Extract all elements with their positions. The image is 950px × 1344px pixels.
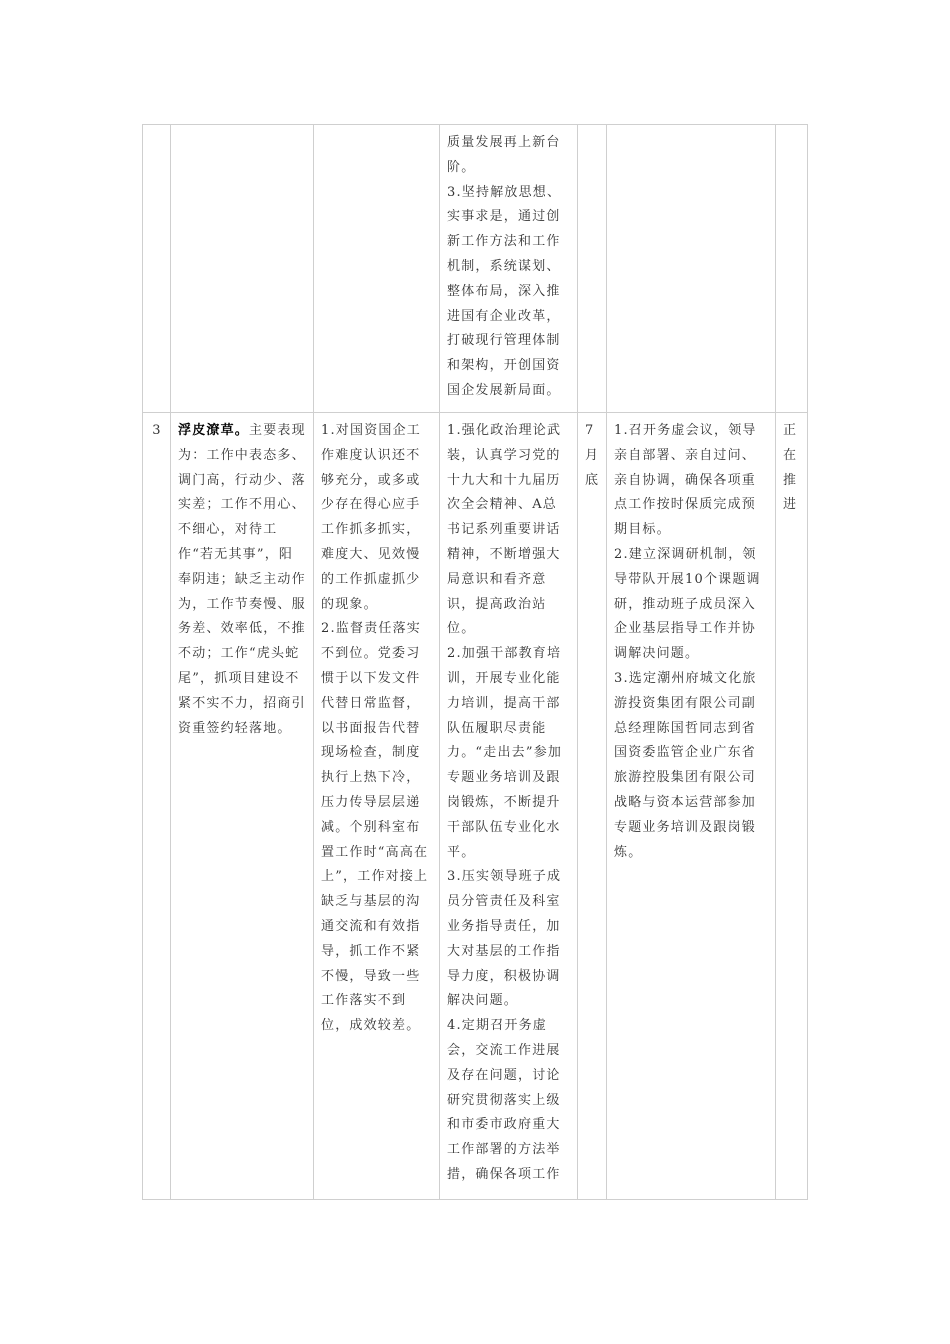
row-number-cell <box>143 413 171 1200</box>
progress-item: 3.选定潮州府城文化旅游投资集团有限公司副总经理陈国哲同志到省国资委监管企业广东省旅游控股集团有限公司战略与资本运营部参加专题业务培训及跟岗锻炼。 <box>614 670 757 860</box>
progress-item: 2.建立深调研机制，领导带队开展10个课题调研，推动班子成员深入企业基层指导工作并协调解决问题。 <box>614 546 761 662</box>
problem-cell <box>171 413 314 1200</box>
measure-item: 4.定期召开务虚会，交流工作进展及存在问题，讨论研究贯彻落实上级和市委市政府重大工作部署的方法举措，确保各项工作 <box>447 1018 561 1182</box>
measure-item: 3.压实领导班子成员分管责任及科室业务指导责任，加大对基层的工作指导力度，积极协调解决问题。 <box>447 869 562 1009</box>
measure-item: 质量发展再上新台阶。 <box>447 135 561 175</box>
table-row <box>143 413 808 1200</box>
deadline-cell <box>578 125 607 413</box>
status-cell <box>776 413 808 1200</box>
measure-item: 3.坚持解放思想、实事求是，通过创新工作方法和工作机制，系统谋划、整体布局，深入推进国有企业改革，打破现行管理体制和架构，开创国资国企发展新局面。 <box>447 184 562 398</box>
measure-item: 1.强化政治理论武装，认真学习党的十九大和十九届历次全会精神、A总书记系列重要讲话精神，不断增强大局意识和看齐意识，提高政治站位。 <box>447 423 562 637</box>
progress-cell <box>607 413 776 1200</box>
problem-cell <box>171 125 314 413</box>
measure-item: 2.加强干部教育培训，开展专业化能力培训，提高干部队伍履职尽责能力。“走出去”参加专题业务培训及跟岗锻炼，不断提升干部队伍专业化水平。 <box>447 646 563 860</box>
status: 正在推进 <box>783 423 798 513</box>
progress-cell <box>607 125 776 413</box>
row-number: 3 <box>152 423 162 438</box>
table-row <box>143 125 808 413</box>
problem-body: 主要表现为：工作中表态多、调门高，行动少、落实差；工作不用心、不细心，对待工作“若无其事”，阳奉阴违；缺乏主动作为，工作节奏慢、服务差、效率低，不推不动；工作“虎头蛇尾”，抓项目建设不紧不实不力，招商引资重签约轻落地。 <box>178 423 306 736</box>
cause-cell <box>314 125 440 413</box>
cause-item: 1.对国资国企工作难度认识还不够充分，或多或少存在得心应手工作抓多抓实，难度大、见效慢的工作抓虚抓少的现象。 <box>321 423 422 612</box>
measures-cell <box>440 125 578 413</box>
cause-item: 2.监督责任落实不到位。党委习惯于以下发文件代替日常监督，以书面报告代替现场检查，制度执行上热下冷，压力传导层层递减。个别科室布置工作时“高高在上”，工作对接上缺乏与基层的沟通交流和有效指导，抓工作不紧不慢，导致一些工作落实不到位，成效较差。 <box>321 621 429 1034</box>
status-cell <box>776 125 808 413</box>
measures-cell <box>440 413 578 1200</box>
problem-title: 浮皮潦草。 <box>178 423 250 438</box>
rectification-table <box>142 124 808 1200</box>
progress-item: 1.召开务虚会议，领导亲自部署、亲自过问、亲自协调，确保各项重点工作按时保质完成预期目标。 <box>614 423 757 538</box>
row-number-cell <box>143 125 171 413</box>
deadline: 7月底 <box>585 423 600 488</box>
cause-cell <box>314 413 440 1200</box>
deadline-cell <box>578 413 607 1200</box>
